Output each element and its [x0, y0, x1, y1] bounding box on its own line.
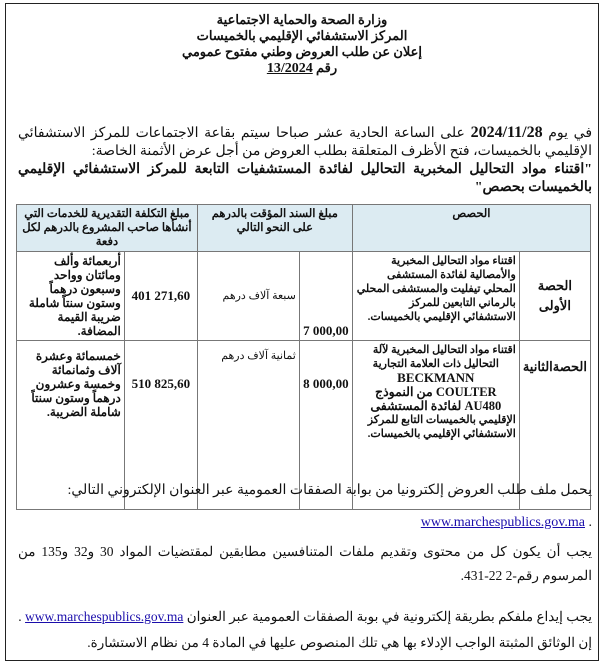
download-link[interactable]: www.marchespublics.gov.ma — [420, 515, 585, 530]
header-cost: مبلغ التكلفة التقديرية للخدمات التي أنشأها صاحب المشروع بالدرهم لكل دفعة — [17, 205, 198, 252]
description-line: الاستشفائي الإقليمي بالخميسات. — [367, 428, 516, 440]
cost-words: خمسمائة وعشرة آلاف وثمانمائة وخمسة وعشرون درهماً وستون سنتاً شاملة الضريبة. — [17, 341, 125, 510]
cost-number: 401 271,60 — [124, 252, 197, 341]
intro-text: على الساعة الحادية عشر صباحا سيتم بقاعة الاجتماعات للمركز الاستشفائي الإقليمي بالخميسات، فتح الأظرف المتعلقة بطلب العروض من أجل عرض الأثمنة الخاصة: — [18, 126, 592, 159]
description-line: AU480 لفائدة المستشفى — [370, 399, 502, 413]
download-paragraph: يحمل ملف طلب العروض إلكترونيا من بوابة الصفقات العمومية عبر العنوان الإلكتروني التالي: — [67, 483, 592, 498]
deposit-link[interactable]: www.marchespublics.gov.ma — [25, 609, 184, 624]
lot-description: اقتناء مواد التحاليل المخبرية والأمصالية لفائدة المستشفى المحلي تيفليت والمستشفى المحلي بالرماني التابعين للمركز الاستشفائي الإقليمي بالخميسات. — [352, 252, 519, 341]
deposit-text: يجب إيداع ملفكم بطريقة إلكترونية في بوبة الصفقات العمومية عبر العنوان — [186, 609, 592, 624]
guarantee-words: سبعة آلاف درهم — [197, 252, 299, 341]
guarantee-words: ثمانية آلاف درهم — [197, 341, 299, 510]
notice-title: إعلان عن طلب العروض وطني مفتوح عمومي — [182, 44, 422, 59]
deposit-paragraph — [18, 608, 592, 626]
table-header-row — [17, 205, 591, 252]
description-line: BECKMANN — [397, 370, 475, 385]
lots-table — [16, 204, 591, 510]
description-line: COULTER من النموذج — [375, 385, 497, 399]
header-guarantee: مبلغ السند المؤقت بالدرهم على النحو التالي — [197, 205, 352, 252]
cost-words: أربعمائة وألف ومائتان وواحد وسبعون درهماً وستون سنتاً شاملة ضريبة القيمة المضافة. — [17, 252, 125, 341]
ministry-name: وزارة الصحة والحماية الاجتماعية — [216, 12, 388, 27]
intro-prefix: في يوم — [548, 126, 593, 141]
tender-subject: "اقتناء مواد التحاليل المخبرية التحاليل لفائدة المستشفيات التابعة للمركز الاستشفائي الإقليمي بالخميسات بحصص" — [18, 162, 592, 195]
number-value: 13/2024 — [266, 61, 313, 76]
description-line: التحاليل ذات العلامة التجارية — [372, 358, 499, 370]
hospital-name: المركز الاستشفائي الإقليمي بالخميسات — [196, 28, 408, 43]
intro-paragraph — [18, 124, 592, 197]
cost-number: 510 825,60 — [124, 341, 197, 510]
lot-name: الحصة الأولى — [519, 252, 590, 341]
lot-name: الحصةالثانية — [519, 341, 590, 510]
table-row — [17, 252, 591, 341]
content-rule-paragraph: يجب أن يكون كل من محتوى وتقديم ملفات المتنافسين مطابقين لمقتضيات المواد 30 و32 و135 من المرسوم رقم-2 22-431. — [18, 544, 592, 583]
description-line: اقتناء مواد التحاليل المخبرية لآلة — [372, 344, 516, 356]
opening-date: 2024/11/28 — [470, 124, 543, 141]
download-link-line — [18, 514, 592, 532]
guarantee-number: 7 000,00 — [299, 252, 352, 341]
documents-rule-paragraph: إن الوثائق المثبتة الواجب الإدلاء بها هي تلك المنصوص عليها في المادة 4 من نظام الاستشارة. — [87, 635, 592, 650]
number-label: رقم — [315, 60, 338, 75]
guarantee-number: 8 000,00 — [299, 341, 352, 510]
header-lots: الحصص — [352, 205, 590, 252]
deposit-period: . — [18, 609, 22, 624]
document-header — [0, 12, 604, 77]
description-line: الإقليمي بالخميسات التابع للمركز — [367, 414, 516, 426]
notice-number — [0, 60, 604, 77]
download-link-period: . — [588, 515, 592, 530]
